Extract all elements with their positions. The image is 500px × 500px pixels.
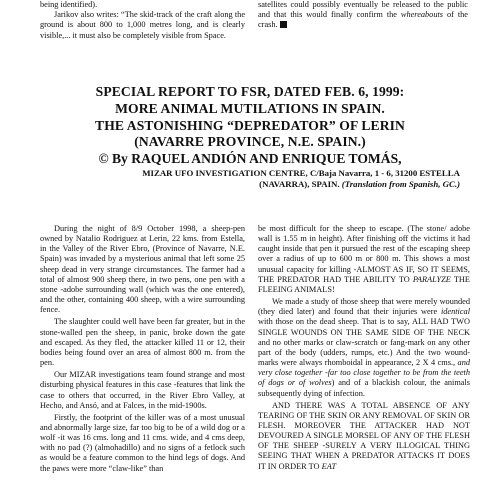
affiliation-place: (NAVARRA), SPAIN. xyxy=(259,178,342,189)
paragraph-text: be most difficult for the sheep to escape. (The stone/ adobe wall is 1.55 m in height). After finishing off the victims it had caught inside that pen it pursued the rest of the escaping sheep over a radius of up to 600 m or 800 m. This shows a most unusual capacity for killing -ALMOST AS IF, SO IT SEEMS, THE PREDATOR HAD THE ABILITY TO xyxy=(258,224,470,284)
paragraph-text: We made a study of those sheep that were merely wounded (they died later) and found that their injuries were xyxy=(258,297,470,317)
previous-article-ending-tail: of the crash. xyxy=(258,10,468,30)
heading-line-3: THE ASTONISHING “DEPREDATOR” OF LERIN xyxy=(95,117,405,133)
end-of-article-square-icon xyxy=(280,21,287,28)
paragraph-text: THE FLEEING ANIMALS! xyxy=(258,274,470,294)
paragraph xyxy=(258,297,470,399)
heading-line-1: SPECIAL REPORT TO FSR, DATED FEB. 6, 1999: xyxy=(95,84,405,99)
paragraph: Firstly, the footprint of the killer was of a most unusual and abnormally large size, far too big to be of a wild dog or a wolf -it was 16 cms. long and 11 cms. wide, and 4 cms deep, with no pad (?) (almohadillo) and no signs of a fetlock such as would be a feature common to the hind legs of dogs. And the paws were more “claw-like” than xyxy=(40,412,245,473)
emphasis: EAT xyxy=(321,461,337,471)
paragraph-text: ) and of a blackish colour, the animals subsequently dying of infection. xyxy=(258,378,470,398)
previous-article-left-column xyxy=(40,0,245,41)
previous-article-ending xyxy=(258,0,468,31)
previous-article-fragment: being identified). xyxy=(40,0,98,9)
paragraph: During the night of 8/9 October 1998, a sheep-pen owned by Natalio Rodriguez at Lerin, 22 kms. from Estella, in the Valley of the River Ebro, (Province of Navarre, N.E. Spain) was invaded by a mysterious animal that left some 25 sheep dead in very strange circumstances. The farmer had a total of almost 900 sheep there, in two pens, one pen with a stone -adobe surrounding wall (which was the one entered), and the other, containing 400 sheep, with a wire surrounding fence. xyxy=(40,224,245,315)
paragraph xyxy=(258,224,470,295)
emphasis: PARALYZE xyxy=(412,274,451,284)
paragraph-text: with those on the dead sheep. That is to say, ALL HAD TWO SINGLE WOUNDS ON THE SAME SIDE OF THE NECK and no other marks or claw-scratch or fang-mark on any other part of the body (udders, rumps, etc.) And the two wound-marks were always rhomboidal in appearance, 2 X 4 cms., xyxy=(258,317,470,368)
byline: © By RAQUEL ANDIÓN AND ENRIQUE TOMÁS, xyxy=(98,151,402,167)
paragraph: Our MIZAR investigations team found strange and most disturbing physical features in this case -features that link the case to others that occurred, in the River Ebro Valley, at Hecho, and Ansó, and at Falces, in the mid-1900s. xyxy=(40,370,245,410)
previous-article-ending-text: satellites could possibly eventually be released to the public and that this would finally confirm the xyxy=(258,0,468,20)
emphasis: identical xyxy=(440,307,470,317)
previous-article-ending-italic: whereabouts xyxy=(400,10,444,20)
affiliation-line-1: MIZAR UFO INVESTIGATION CENTRE, C/Baja Navarra, 1 - 6, 31200 ESTELLA xyxy=(142,167,460,178)
heading-line-2: MORE ANIMAL MUTILATIONS IN SPAIN. xyxy=(115,100,385,116)
paragraph: The slaughter could well have been far greater, but in the stone-walled pen the sheep, in panic, broke down the gate and escaped. As they fled, the attacker killed 11 or 12, their bodies being found over an area of almost 800 m. from the pen. xyxy=(40,317,245,368)
article-right-column xyxy=(258,224,470,474)
heading-line-4: (NAVARRE PROVINCE, N.E. SPAIN.) xyxy=(134,134,366,150)
affiliation-line-2 xyxy=(30,179,470,190)
previous-article-right-column xyxy=(258,0,468,31)
article-left-column xyxy=(40,224,245,476)
paragraph xyxy=(258,401,470,472)
previous-article-paragraph: Jarikov also writes: “The skid-track of the craft along the ground is about 800 to 1,000 metres long, and is clearly visible,... it must also be completely visible from Space. xyxy=(40,10,245,40)
article-heading xyxy=(30,84,470,190)
paragraph-text: AND THERE WAS A TOTAL ABSENCE OF ANY TEARING OF THE SKIN OR ANY REMOVAL OF SKIN OR FLESH. MOREOVER THE ATTACKER HAD NOT DEVOURED A SINGLE MORSEL OF ANY OF THE FLESH OF THE SHEEP -SURELY A VERY ILLOGICAL THING SEEING THAT WHEN A PREDATOR ATTACKS IT DOES IT IN ORDER TO xyxy=(258,400,470,471)
translation-note: (Translation from Spanish, GC.) xyxy=(341,178,460,189)
emphasis: and very close together -far too close together to be from the teeth of dogs or of wolves xyxy=(258,358,470,388)
